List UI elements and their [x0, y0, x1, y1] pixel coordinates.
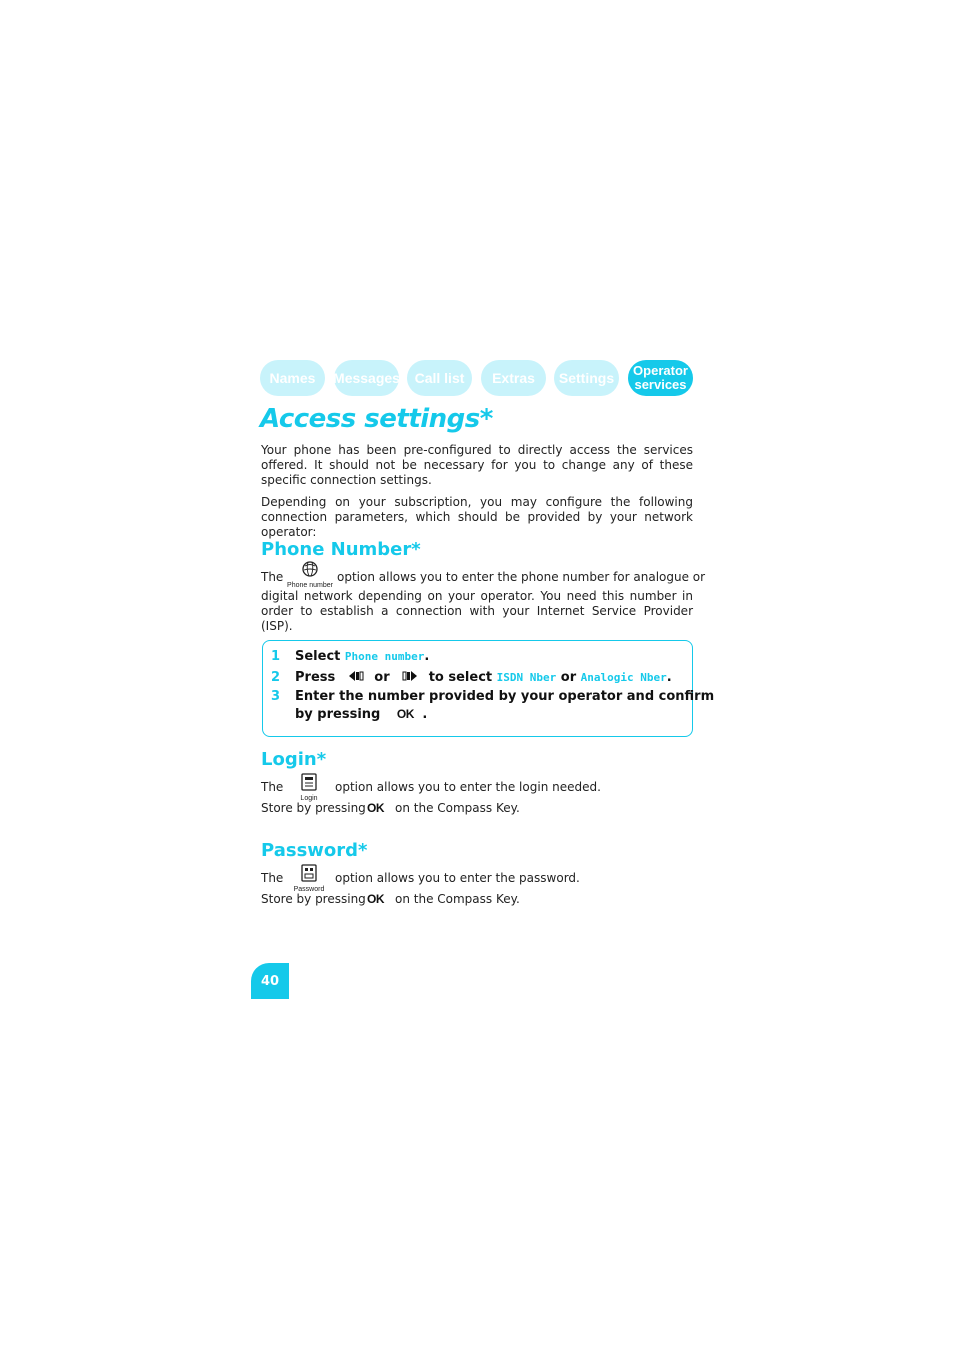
- step-text: Enter the number provided by your operator and confirm: [295, 689, 715, 704]
- step-text: to select: [428, 670, 493, 685]
- step-text: Press: [295, 670, 336, 685]
- login-store-suffix: on the Compass Key.: [395, 801, 520, 815]
- login-text: option allows you to enter the login needed.: [335, 780, 601, 794]
- tab-call-list[interactable]: [407, 360, 472, 396]
- tab-extras[interactable]: [481, 360, 546, 396]
- password-icon-caption: Password: [293, 886, 325, 893]
- password-text: option allows you to enter the password.: [335, 871, 580, 885]
- tab-label: Settings: [558, 370, 615, 386]
- login-icon: [297, 773, 321, 803]
- tab-label: Extras: [492, 370, 535, 386]
- tab-messages[interactable]: [334, 360, 399, 396]
- tab-operator-services[interactable]: [628, 360, 693, 396]
- ok-key-icon: OK: [367, 892, 384, 906]
- login-icon-caption: Login: [300, 795, 318, 802]
- phone-number-heading: Phone Number*: [261, 539, 421, 560]
- phone-text-rest: digital network depending on your operator. You need this number in order to establish a connection with your Internet Service Provider (ISP).: [261, 589, 693, 633]
- step-number: 1: [271, 649, 281, 664]
- intro-paragraph-1: Your phone has been pre-configured to directly access the services offered. It should not be necessary for you to change any of these specific connection settings.: [261, 443, 693, 487]
- step-3-continued: [295, 707, 427, 722]
- step-punct: .: [666, 670, 672, 685]
- tab-settings[interactable]: [554, 360, 619, 396]
- globe-phone-icon: [302, 560, 318, 578]
- phone-text-first: option allows you to enter the phone number for analogue or: [337, 570, 706, 584]
- step-text: Select: [295, 649, 341, 664]
- phone-number-icon-caption: Phone number: [287, 582, 333, 589]
- step-or: or: [560, 670, 577, 685]
- step-text: by pressing: [295, 707, 381, 722]
- step-number: 2: [271, 670, 281, 685]
- page-number-label: 40: [260, 973, 280, 989]
- phone-number-icon: [286, 560, 334, 590]
- password-store-text: Store by pressing: [261, 892, 366, 906]
- password-store-suffix: on the Compass Key.: [395, 892, 520, 906]
- tab-label-line2: services: [634, 377, 687, 392]
- tab-label: Names: [269, 370, 316, 386]
- step-or: or: [374, 670, 390, 685]
- phone-the: The: [261, 570, 284, 584]
- step-punct: .: [424, 649, 430, 664]
- tab-label: Call list: [414, 370, 465, 386]
- step-1: [271, 649, 429, 664]
- password-heading: Password*: [261, 840, 368, 861]
- step-3: [271, 689, 714, 704]
- step-2: [271, 670, 672, 685]
- password-the: The: [261, 871, 284, 885]
- step-number: 3: [271, 689, 281, 704]
- steps-box: [262, 640, 715, 737]
- login-heading: Login*: [261, 749, 327, 770]
- page-number: [251, 963, 289, 999]
- password-icon: [292, 864, 326, 894]
- ok-key-icon: OK: [367, 801, 384, 815]
- id-card-icon: [301, 773, 317, 791]
- login-store-text: Store by pressing: [261, 801, 366, 815]
- menu-code: ISDN Nber: [496, 671, 557, 684]
- section-tabs: [260, 360, 694, 397]
- left-arrow-key-icon: [348, 670, 364, 682]
- tab-names[interactable]: [260, 360, 325, 396]
- right-arrow-key-icon: [402, 670, 418, 682]
- menu-code: Phone number: [344, 650, 425, 663]
- page-title: Access settings*: [260, 404, 493, 434]
- login-the: The: [261, 780, 284, 794]
- keypad-icon: [301, 864, 317, 882]
- intro-paragraph-2: Depending on your subscription, you may configure the following connection parameters, which should be provided by your network operator:: [261, 495, 693, 539]
- step-punct: .: [422, 707, 428, 722]
- ok-key-icon: OK: [396, 707, 414, 721]
- menu-code: Analogic Nber: [580, 671, 667, 684]
- tab-label-line1: Operator: [633, 363, 688, 378]
- tab-label: Messages: [333, 370, 400, 386]
